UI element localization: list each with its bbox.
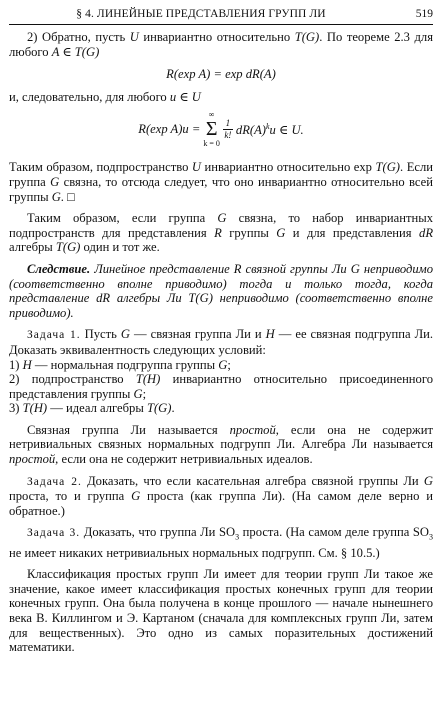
- task-3-label: Задача 3.: [27, 527, 81, 540]
- chapter-title: § 4. ЛИНЕЙНЫЕ ПРЕДСТАВЛЕНИЯ ГРУПП ЛИ: [76, 8, 326, 20]
- equation-series: R(exp A)u = ∞ Σ k = 0 $\frac{1}{k!}$ $dR(A)^ku$ ∈ U.: [138, 110, 304, 149]
- page-body: [9, 30, 433, 655]
- paragraph-classification: Классификация простых групп Ли имеет для теории групп Ли такое же значение, какое имеет классификация простых конечных групп для теории конечных групп. Она была получена в конце прошлого — начале нынешнего века В. Киллингом и Э. Картаном (сначала для комплексных групп Ли, затем для вещественных). Это одно из самых поразительных достижений математики.: [9, 567, 433, 655]
- corollary-label: Следствие.: [27, 261, 91, 276]
- equation-exp: R(exp A) = exp dR(A): [166, 67, 276, 82]
- task-2: Задача 2. Доказать, что если касательная алгебра связной группы Ли G проста, то и группа G проста (как группа Ли). (На самом деле верно и обратное.): [9, 473, 433, 518]
- page-number: 519: [415, 8, 433, 20]
- series-lhs: R(exp A)u =: [138, 122, 201, 137]
- running-header: [9, 6, 433, 25]
- paragraph-simple-definition: Связная группа Ли называется простой, если она не содержит нетривиальных связных нормальных подгрупп Ли. Алгебра Ли называется простой, если она не содержит нетривиальных идеалов.: [9, 422, 433, 467]
- paragraph-invariant: Таким образом, подпространство U инвариантно относительно exp T(G). Если группа G связна, то отсюда следует, что оно инвариантно относительно всей группы G. □: [9, 160, 433, 204]
- corollary: Следствие. Линейное представление R связной группы Ли G неприводимо (соответственно вполне приводимо) тогда и только тогда, когда представление dR алгебры Ли T(G) неприводимо (соответственно вполне приводимо).: [9, 261, 433, 320]
- paragraph-summary: Таким образом, если группа G связна, то набор инвариантных подпространств для представления R группы G и для представления dR алгебры T(G) один и тот же.: [9, 211, 434, 255]
- task-3: Задача 3. Доказать, что группа Ли $SO_3$ проста. (На самом деле группа $SO_3$ не имеет никаких нетривиальных нормальных подгрупп. См. § 10.5.): [9, 525, 433, 560]
- page: [9, 6, 433, 655]
- sum-symbol: ∞ Σ k = 0: [203, 110, 220, 149]
- task-2-label: Задача 2.: [27, 475, 82, 488]
- paragraph-converse: 2) Обратно, пусть U инвариантно относительно T(G). По теореме 2.3 для любого A ∈ T(G): [9, 30, 433, 59]
- task-1: Задача 1. Пусть G — связная группа Ли и H — ее связная подгруппа Ли. Доказать эквивалентность следующих условий: 1) H — нормальная подгруппа группы G; 2) подпространство T(H) инвариантно относительно присоединенного представления группы G; 3) T(H) — идеал алгебры T(G).: [9, 327, 434, 416]
- paragraph-therefore: и, следовательно, для любого u ∈ U: [9, 89, 201, 104]
- fraction: $\frac{1}{k!}$: [224, 117, 232, 140]
- task-1-label: Задача 1.: [27, 329, 81, 342]
